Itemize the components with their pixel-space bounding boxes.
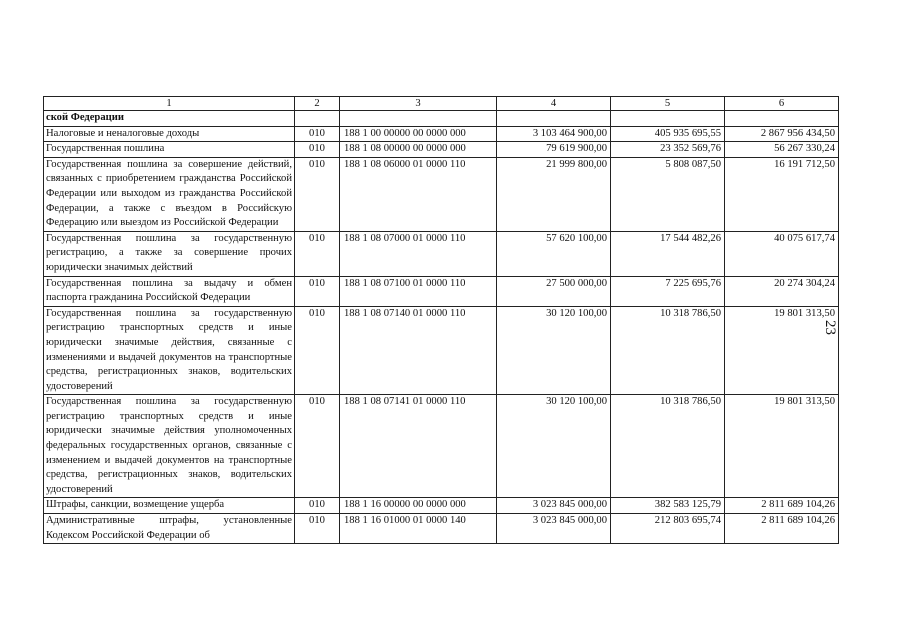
row-remaining-value: 56 267 330,24 [725, 142, 839, 158]
row-executed-value: 10 318 786,50 [611, 306, 725, 395]
row-executed-value: 10 318 786,50 [611, 395, 725, 498]
row-executed-value: 405 935 695,55 [611, 126, 725, 142]
row-remaining-value: 16 191 712,50 [725, 157, 839, 231]
table-row [44, 306, 839, 395]
row-name: Штрафы, санкции, возмещение ущерба [44, 498, 295, 514]
row-kbk: 188 1 16 01000 01 0000 140 [340, 514, 497, 544]
page-number: 23 [822, 320, 838, 335]
header-row [44, 97, 839, 111]
row-name: Государственная пошлина [44, 142, 295, 158]
row-remaining-value: 2 811 689 104,26 [725, 514, 839, 544]
row-executed-value: 17 544 482,26 [611, 231, 725, 276]
row-remaining-value: 40 075 617,74 [725, 231, 839, 276]
table-body [44, 97, 839, 544]
row-code: 010 [295, 498, 340, 514]
table-row [44, 157, 839, 231]
row-plan-value: 57 620 100,00 [497, 231, 611, 276]
row-kbk: 188 1 00 00000 00 0000 000 [340, 126, 497, 142]
row-code: 010 [295, 126, 340, 142]
row-plan-value: 3 023 845 000,00 [497, 498, 611, 514]
row-executed-value: 23 352 569,76 [611, 142, 725, 158]
row-remaining-value: 20 274 304,24 [725, 276, 839, 306]
row-name: Государственная пошлина за выдачу и обмен паспорта гражданина Российской Федерации [44, 276, 295, 306]
row-executed-value: 7 225 695,76 [611, 276, 725, 306]
row-executed-value: 5 808 087,50 [611, 157, 725, 231]
row-kbk: 188 1 08 00000 00 0000 000 [340, 142, 497, 158]
row-name: Налоговые и неналоговые доходы [44, 126, 295, 142]
header-cell: 3 [340, 97, 497, 111]
row-kbk: 188 1 08 07100 01 0000 110 [340, 276, 497, 306]
table-row [44, 126, 839, 142]
section-title: ской Федерации [44, 111, 295, 127]
budget-table [43, 96, 839, 544]
row-plan-value: 30 120 100,00 [497, 395, 611, 498]
header-cell: 4 [497, 97, 611, 111]
header-cell: 2 [295, 97, 340, 111]
row-code: 010 [295, 395, 340, 498]
row-remaining-value: 2 811 689 104,26 [725, 498, 839, 514]
row-kbk: 188 1 08 06000 01 0000 110 [340, 157, 497, 231]
row-code: 010 [295, 157, 340, 231]
row-kbk: 188 1 16 00000 00 0000 000 [340, 498, 497, 514]
table-row [44, 142, 839, 158]
row-remaining-value: 19 801 313,50 [725, 395, 839, 498]
row-plan-value: 3 103 464 900,00 [497, 126, 611, 142]
row-name: Государственная пошлина за государственную регистрацию, а также за совершение прочих юридически значимых действий [44, 231, 295, 276]
row-remaining-value: 19 801 313,50 [725, 306, 839, 395]
table-row [44, 395, 839, 498]
row-plan-value: 21 999 800,00 [497, 157, 611, 231]
table-row [44, 276, 839, 306]
row-plan-value: 79 619 900,00 [497, 142, 611, 158]
row-kbk: 188 1 08 07000 01 0000 110 [340, 231, 497, 276]
row-kbk: 188 1 08 07141 01 0000 110 [340, 395, 497, 498]
row-kbk: 188 1 08 07140 01 0000 110 [340, 306, 497, 395]
row-plan-value: 3 023 845 000,00 [497, 514, 611, 544]
table-row [44, 514, 839, 544]
row-plan-value: 30 120 100,00 [497, 306, 611, 395]
row-code: 010 [295, 231, 340, 276]
row-name: Государственная пошлина за государственную регистрацию транспортных средств и иные юридически значимые действия уполномоченных федеральных государственных органов, связанные с изменением и выдачей документов на транспортные средства, регистрационных знаков, водительских удостоверений [44, 395, 295, 498]
row-code: 010 [295, 306, 340, 395]
header-cell: 1 [44, 97, 295, 111]
row-executed-value: 212 803 695,74 [611, 514, 725, 544]
row-name: Государственная пошлина за совершение действий, связанных с приобретением гражданства Российской Федерации или выходом из гражданства Российской Федерации, а также с въездом в Российскую Федерацию или выездом из Российской Федерации [44, 157, 295, 231]
row-name: Государственная пошлина за государственную регистрацию транспортных средств и иные юридически значимые действия, связанные с изменениями и выдачей документов на транспортные средства, регистрационных знаков, водительских удостоверений [44, 306, 295, 395]
row-plan-value: 27 500 000,00 [497, 276, 611, 306]
row-code: 010 [295, 514, 340, 544]
row-code: 010 [295, 142, 340, 158]
row-code: 010 [295, 276, 340, 306]
section-row [44, 111, 839, 127]
table-row [44, 231, 839, 276]
row-name: Административные штрафы, установленные Кодексом Российской Федерации об [44, 514, 295, 544]
table-row [44, 498, 839, 514]
row-executed-value: 382 583 125,79 [611, 498, 725, 514]
header-cell: 6 [725, 97, 839, 111]
row-remaining-value: 2 867 956 434,50 [725, 126, 839, 142]
header-cell: 5 [611, 97, 725, 111]
